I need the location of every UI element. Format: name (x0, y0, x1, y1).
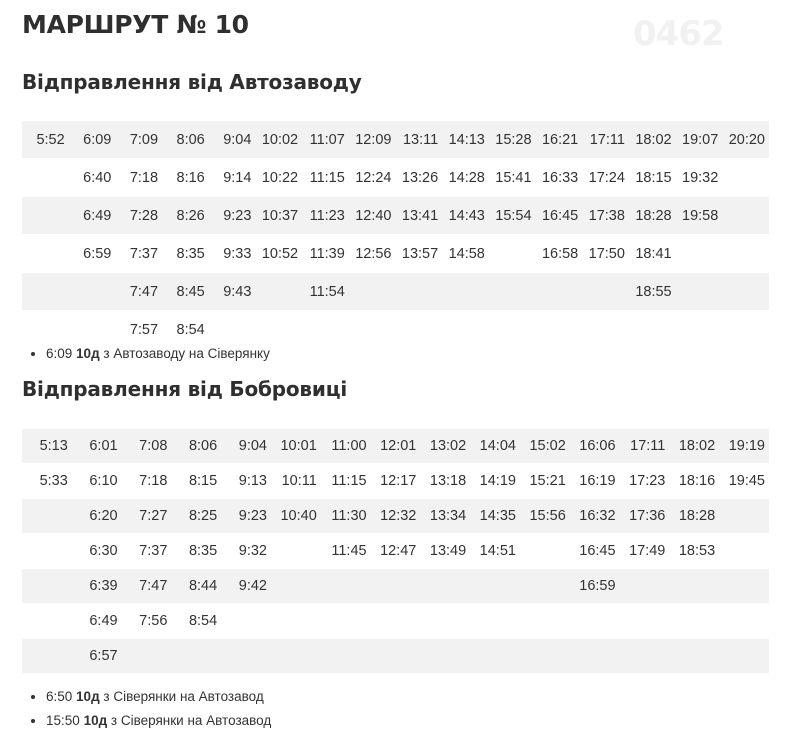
departure-time-cell: 7:18 (115, 159, 162, 197)
note-time: 6:50 (46, 689, 73, 704)
schedule-table-avtozavod (22, 120, 769, 348)
departure-time-cell: 6:30 (72, 534, 122, 569)
note-item (46, 685, 271, 709)
departure-time-cell: 10:37 (255, 197, 302, 235)
departure-time-cell: 11:23 (302, 197, 349, 235)
departure-time-cell: 9:23 (221, 499, 271, 534)
departure-time-cell: 19:45 (719, 464, 769, 499)
departure-time-cell: 8:25 (171, 499, 221, 534)
note-route: 10д (76, 689, 100, 704)
note-time: 15:50 (46, 713, 80, 728)
departure-time-cell: 7:37 (122, 534, 172, 569)
departure-time-cell: 6:39 (72, 569, 122, 604)
departure-time-cell (22, 639, 72, 674)
departure-time-cell (722, 311, 769, 349)
departure-time-cell: 20:20 (722, 121, 769, 159)
departure-time-cell (22, 197, 69, 235)
departure-time-cell: 10:11 (271, 464, 321, 499)
departure-time-cell: 7:09 (115, 121, 162, 159)
departure-time-cell: 10:02 (255, 121, 302, 159)
departure-time-cell (719, 534, 769, 569)
departure-time-cell: 7:08 (122, 429, 172, 464)
departure-time-cell: 14:19 (470, 464, 520, 499)
schedule-table-bobrovytsia (22, 428, 769, 673)
departure-time-cell: 14:51 (470, 534, 520, 569)
departure-time-cell (396, 311, 443, 349)
note-item (46, 342, 270, 366)
departure-time-cell: 16:59 (570, 569, 620, 604)
schedule-row (22, 464, 769, 499)
departure-time-cell (676, 235, 723, 273)
departure-time-cell (442, 311, 489, 349)
note-text: з Сіверянки на Автозавод (110, 713, 272, 728)
departure-time-cell: 15:56 (520, 499, 570, 534)
departure-time-cell: 9:23 (209, 197, 256, 235)
departure-time-cell: 11:15 (321, 464, 371, 499)
departure-time-cell: 9:14 (209, 159, 256, 197)
departure-time-cell (271, 604, 321, 639)
departure-time-cell: 13:41 (396, 197, 443, 235)
departure-time-cell (582, 311, 629, 349)
departure-time-cell: 18:28 (629, 197, 676, 235)
schedule-row (22, 534, 769, 569)
departure-time-cell: 13:02 (420, 429, 470, 464)
departure-time-cell (255, 273, 302, 311)
departure-time-cell (722, 159, 769, 197)
departure-time-cell: 13:57 (396, 235, 443, 273)
departure-time-cell (722, 235, 769, 273)
departure-time-cell: 18:28 (669, 499, 719, 534)
departure-time-cell (349, 273, 396, 311)
departure-time-cell: 10:52 (255, 235, 302, 273)
note-time: 6:09 (46, 346, 73, 361)
departure-time-cell: 11:30 (321, 499, 371, 534)
departure-time-cell: 7:18 (122, 464, 172, 499)
watermark-logo: 0462 (633, 14, 724, 54)
departure-time-cell: 12:32 (371, 499, 421, 534)
departure-time-cell: 5:52 (22, 121, 69, 159)
departure-time-cell: 10:22 (255, 159, 302, 197)
departure-time-cell: 8:26 (162, 197, 209, 235)
departure-time-cell: 14:58 (442, 235, 489, 273)
departure-time-cell: 14:28 (442, 159, 489, 197)
departure-time-cell (371, 604, 421, 639)
departure-time-cell (582, 273, 629, 311)
departure-time-cell: 8:06 (162, 121, 209, 159)
schedule-row (22, 569, 769, 604)
departure-time-cell: 16:45 (536, 197, 583, 235)
departure-time-cell: 16:19 (570, 464, 620, 499)
departure-time-cell (22, 159, 69, 197)
departure-time-cell: 18:53 (669, 534, 719, 569)
departure-time-cell (676, 311, 723, 349)
departure-time-cell (520, 639, 570, 674)
departure-time-cell (470, 569, 520, 604)
departure-time-cell: 17:24 (582, 159, 629, 197)
departure-time-cell (442, 273, 489, 311)
departure-time-cell (489, 235, 536, 273)
departure-time-cell: 11:54 (302, 273, 349, 311)
departure-time-cell: 6:59 (69, 235, 116, 273)
departure-time-cell: 9:33 (209, 235, 256, 273)
departure-time-cell (719, 639, 769, 674)
departure-time-cell: 12:47 (371, 534, 421, 569)
departure-time-cell: 8:54 (171, 604, 221, 639)
departure-time-cell (371, 569, 421, 604)
schedule-row (22, 235, 769, 273)
departure-time-cell: 12:24 (349, 159, 396, 197)
departure-time-cell (420, 639, 470, 674)
departure-time-cell (470, 639, 520, 674)
departure-time-cell (620, 569, 670, 604)
departure-time-cell: 9:43 (209, 273, 256, 311)
departure-time-cell: 14:04 (470, 429, 520, 464)
departure-time-cell: 6:49 (72, 604, 122, 639)
schedule-row (22, 197, 769, 235)
note-text: з Автозаводу на Сіверянку (103, 346, 270, 361)
departure-time-cell: 19:58 (676, 197, 723, 235)
departure-time-cell: 17:36 (620, 499, 670, 534)
schedule-row (22, 604, 769, 639)
departure-time-cell: 14:43 (442, 197, 489, 235)
departure-time-cell: 6:20 (72, 499, 122, 534)
departure-time-cell: 12:01 (371, 429, 421, 464)
departure-time-cell (520, 604, 570, 639)
departure-time-cell: 6:10 (72, 464, 122, 499)
departure-time-cell: 13:34 (420, 499, 470, 534)
departure-time-cell (221, 604, 271, 639)
departure-time-cell: 8:44 (171, 569, 221, 604)
departure-time-cell: 8:15 (171, 464, 221, 499)
departure-time-cell: 18:41 (629, 235, 676, 273)
section-heading-bobrovytsia: Відправлення від Бобровиці (22, 377, 347, 401)
departure-time-cell: 12:56 (349, 235, 396, 273)
departure-time-cell: 15:54 (489, 197, 536, 235)
departure-time-cell (722, 197, 769, 235)
departure-time-cell: 13:49 (420, 534, 470, 569)
departure-time-cell: 15:28 (489, 121, 536, 159)
departure-time-cell: 17:38 (582, 197, 629, 235)
departure-time-cell (271, 569, 321, 604)
note-route: 10д (83, 713, 108, 728)
departure-time-cell (321, 604, 371, 639)
departure-time-cell (489, 273, 536, 311)
departure-time-cell: 15:02 (520, 429, 570, 464)
departure-time-cell (371, 639, 421, 674)
departure-time-cell: 8:35 (171, 534, 221, 569)
departure-time-cell (302, 311, 349, 349)
note-item (46, 709, 271, 733)
departure-time-cell (520, 569, 570, 604)
departure-time-cell (171, 639, 221, 674)
departure-time-cell: 12:40 (349, 197, 396, 235)
schedule-row (22, 121, 769, 159)
departure-time-cell: 18:02 (629, 121, 676, 159)
departure-time-cell (22, 534, 72, 569)
departure-time-cell: 17:50 (582, 235, 629, 273)
departure-time-cell: 9:32 (221, 534, 271, 569)
departure-time-cell: 7:47 (115, 273, 162, 311)
departure-time-cell: 8:54 (162, 311, 209, 349)
departure-time-cell: 15:41 (489, 159, 536, 197)
departure-time-cell: 9:04 (221, 429, 271, 464)
departure-time-cell: 5:33 (22, 464, 72, 499)
departure-time-cell: 18:02 (669, 429, 719, 464)
schedule-row (22, 429, 769, 464)
departure-time-cell: 16:06 (570, 429, 620, 464)
page-title: МАРШРУТ № 10 (22, 10, 249, 39)
departure-time-cell: 7:56 (122, 604, 172, 639)
departure-time-cell (620, 639, 670, 674)
departure-time-cell (321, 639, 371, 674)
departure-time-cell: 11:07 (302, 121, 349, 159)
departure-time-cell: 9:04 (209, 121, 256, 159)
departure-time-cell: 11:39 (302, 235, 349, 273)
departure-time-cell: 15:21 (520, 464, 570, 499)
departure-time-cell (722, 273, 769, 311)
departure-time-cell: 16:45 (570, 534, 620, 569)
departure-time-cell (719, 604, 769, 639)
departure-time-cell: 16:21 (536, 121, 583, 159)
departure-time-cell: 19:07 (676, 121, 723, 159)
departure-time-cell (349, 311, 396, 349)
note-text: з Сіверянки на Автозавод (103, 689, 264, 704)
notes-list-bobrovytsia (22, 685, 271, 733)
departure-time-cell: 16:32 (570, 499, 620, 534)
departure-time-cell: 17:23 (620, 464, 670, 499)
departure-time-cell: 6:40 (69, 159, 116, 197)
departure-time-cell: 8:16 (162, 159, 209, 197)
departure-time-cell (669, 569, 719, 604)
departure-time-cell (719, 569, 769, 604)
departure-time-cell: 18:16 (669, 464, 719, 499)
departure-time-cell (676, 273, 723, 311)
departure-time-cell: 19:32 (676, 159, 723, 197)
departure-time-cell: 5:13 (22, 429, 72, 464)
departure-time-cell (221, 639, 271, 674)
departure-time-cell: 19:19 (719, 429, 769, 464)
departure-time-cell: 7:37 (115, 235, 162, 273)
departure-time-cell: 13:18 (420, 464, 470, 499)
departure-time-cell: 8:45 (162, 273, 209, 311)
departure-time-cell: 11:00 (321, 429, 371, 464)
departure-time-cell: 8:35 (162, 235, 209, 273)
departure-time-cell: 6:57 (72, 639, 122, 674)
departure-time-cell (719, 499, 769, 534)
departure-time-cell: 12:17 (371, 464, 421, 499)
departure-time-cell: 6:01 (72, 429, 122, 464)
schedule-row (22, 159, 769, 197)
departure-time-cell (122, 639, 172, 674)
departure-time-cell: 18:55 (629, 273, 676, 311)
departure-time-cell: 9:13 (221, 464, 271, 499)
departure-time-cell (570, 639, 620, 674)
departure-time-cell (536, 311, 583, 349)
departure-time-cell (536, 273, 583, 311)
departure-time-cell (420, 569, 470, 604)
departure-time-cell: 7:27 (122, 499, 172, 534)
departure-time-cell (271, 639, 321, 674)
departure-time-cell: 18:15 (629, 159, 676, 197)
departure-time-cell (570, 604, 620, 639)
departure-time-cell (489, 311, 536, 349)
notes-list-avtozavod (22, 342, 270, 366)
departure-time-cell: 12:09 (349, 121, 396, 159)
departure-time-cell: 7:47 (122, 569, 172, 604)
departure-time-cell: 11:45 (321, 534, 371, 569)
schedule-row (22, 639, 769, 674)
departure-time-cell: 7:28 (115, 197, 162, 235)
departure-time-cell: 13:26 (396, 159, 443, 197)
departure-time-cell (520, 534, 570, 569)
departure-time-cell (420, 604, 470, 639)
departure-time-cell (396, 273, 443, 311)
section-heading-avtozavod: Відправлення від Автозаводу (22, 70, 362, 94)
departure-time-cell (470, 604, 520, 639)
departure-time-cell (669, 604, 719, 639)
departure-time-cell (629, 311, 676, 349)
schedule-row (22, 273, 769, 311)
schedule-row (22, 499, 769, 534)
departure-time-cell: 16:58 (536, 235, 583, 273)
departure-time-cell (69, 273, 116, 311)
departure-time-cell (271, 534, 321, 569)
departure-time-cell: 9:42 (221, 569, 271, 604)
departure-time-cell: 14:35 (470, 499, 520, 534)
departure-time-cell (321, 569, 371, 604)
departure-time-cell: 8:06 (171, 429, 221, 464)
departure-time-cell: 10:01 (271, 429, 321, 464)
departure-time-cell: 17:11 (582, 121, 629, 159)
departure-time-cell (22, 604, 72, 639)
departure-time-cell: 16:33 (536, 159, 583, 197)
departure-time-cell: 17:49 (620, 534, 670, 569)
departure-time-cell: 17:11 (620, 429, 670, 464)
departure-time-cell: 14:13 (442, 121, 489, 159)
departure-time-cell (22, 569, 72, 604)
departure-time-cell: 6:49 (69, 197, 116, 235)
departure-time-cell (22, 499, 72, 534)
departure-time-cell (620, 604, 670, 639)
departure-time-cell: 10:40 (271, 499, 321, 534)
note-route: 10д (76, 346, 100, 361)
departure-time-cell (22, 235, 69, 273)
departure-time-cell (669, 639, 719, 674)
departure-time-cell: 11:15 (302, 159, 349, 197)
departure-time-cell: 6:09 (69, 121, 116, 159)
departure-time-cell (22, 273, 69, 311)
departure-time-cell: 13:11 (396, 121, 443, 159)
departure-time-cell: 7:57 (115, 311, 162, 349)
